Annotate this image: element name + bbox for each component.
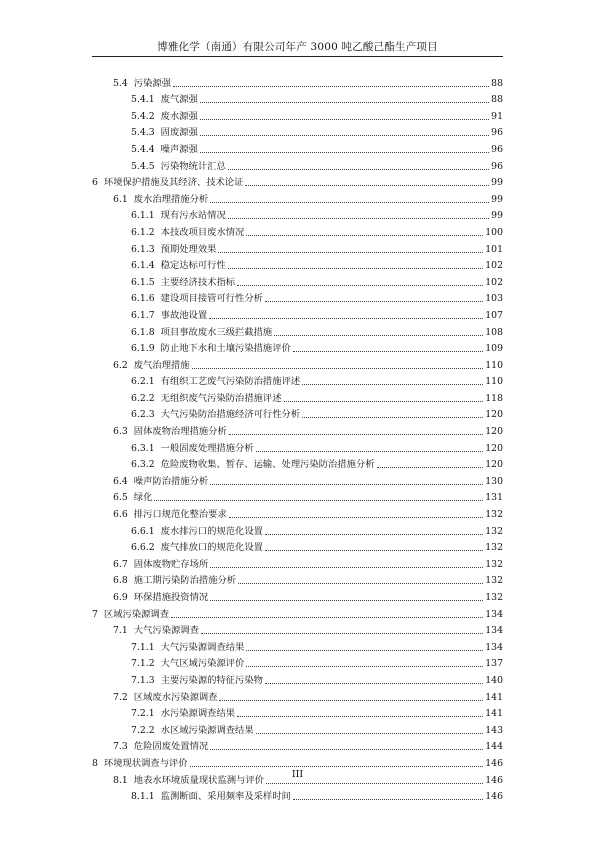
- toc-entry[interactable]: [92, 105, 503, 122]
- toc-entry-title: 项目事故废水三级拦截措施: [160, 326, 273, 338]
- toc-dot-leader: [377, 467, 484, 468]
- toc-entry[interactable]: [92, 437, 503, 454]
- toc-entry-number: 5.4.5: [131, 160, 155, 172]
- toc-dot-leader: [245, 185, 489, 186]
- toc-entry-title: 污染源强: [133, 77, 171, 89]
- toc-entry-page: 120: [485, 409, 503, 421]
- toc-entry-title: 废气排放口的规范化设置: [160, 542, 263, 554]
- toc-dot-leader: [274, 335, 483, 336]
- toc-entry-title: 噪声源强: [160, 143, 198, 155]
- toc-dot-leader: [210, 484, 483, 485]
- toc-entry[interactable]: [92, 338, 503, 355]
- toc-entry-title: 危险废物收集、暂存、运输、处理污染防治措施分析: [160, 459, 375, 471]
- toc-dot-leader: [246, 235, 483, 236]
- toc-entry-number: 6.5: [113, 492, 128, 504]
- toc-entry-title: 废水排污口的规范化设置: [160, 525, 263, 537]
- toc-dot-leader: [154, 500, 483, 501]
- toc-entry-page: 110: [485, 359, 503, 371]
- toc-entry-title: 水污染源调查结果: [160, 708, 236, 720]
- toc-dot-leader: [171, 617, 483, 618]
- toc-entry[interactable]: [92, 487, 503, 504]
- toc-entry[interactable]: [92, 138, 503, 155]
- toc-entry-page: 88: [491, 94, 503, 106]
- toc-entry[interactable]: [92, 537, 503, 554]
- toc-entry-title: 环境保护措施及其经济、技术论证: [103, 177, 244, 189]
- toc-entry-title: 废水治理措施分析: [133, 193, 209, 205]
- toc-entry-title: 噪声防治措施分析: [133, 475, 209, 487]
- toc-entry[interactable]: [92, 520, 503, 537]
- toc-dot-leader: [265, 534, 483, 535]
- toc-dot-leader: [200, 135, 489, 136]
- toc-entry-number: 5.4.4: [131, 143, 155, 155]
- toc-entry[interactable]: [92, 89, 503, 106]
- toc-entry[interactable]: [92, 387, 503, 404]
- toc-entry-page: 131: [485, 492, 503, 504]
- toc-dot-leader: [246, 650, 483, 651]
- toc-dot-leader: [200, 102, 489, 103]
- toc-entry-page: 103: [485, 293, 503, 305]
- toc-entry-number: 6.1.2: [131, 226, 155, 238]
- toc-entry-page: 120: [485, 459, 503, 471]
- toc-entry-page: 141: [485, 691, 503, 703]
- toc-entry-page: 134: [485, 625, 503, 637]
- toc-entry-title: 环境现状调查与评价: [103, 757, 188, 769]
- toc-dot-leader: [237, 716, 483, 717]
- toc-entry[interactable]: [92, 420, 503, 437]
- toc-entry-page: 144: [485, 741, 503, 753]
- toc-entry-title: 本技改项目废水情况: [160, 226, 245, 238]
- header-divider: [92, 56, 503, 57]
- toc-dot-leader: [284, 401, 484, 402]
- toc-entry-title: 监测断面、采用频率及采样时间: [160, 791, 291, 803]
- toc-entry-title: 无组织废气污染防治措施评述: [160, 392, 282, 404]
- toc-dot-leader: [228, 268, 484, 269]
- toc-entry[interactable]: [92, 586, 503, 603]
- toc-entry-title: 大气污染源调查: [133, 625, 199, 637]
- toc-entry[interactable]: [92, 553, 503, 570]
- toc-entry-number: 7.2: [113, 691, 128, 703]
- toc-entry-title: 废水源强: [160, 110, 198, 122]
- toc-entry[interactable]: [92, 188, 503, 205]
- toc-dot-leader: [228, 169, 489, 170]
- toc-entry-page: 102: [485, 260, 503, 272]
- toc-dot-leader: [229, 517, 483, 518]
- toc-dot-leader: [293, 799, 483, 800]
- toc-entry[interactable]: [92, 470, 503, 487]
- toc-entry[interactable]: [92, 703, 503, 720]
- toc-entry[interactable]: [92, 636, 503, 653]
- toc-entry-title: 大气区域污染源评价: [160, 658, 245, 670]
- toc-entry-page: 132: [485, 525, 503, 537]
- toc-entry-number: 6.8: [113, 575, 128, 587]
- toc-dot-leader: [190, 766, 484, 767]
- toc-entry-page: 108: [485, 326, 503, 338]
- toc-entry-number: 8.1: [113, 774, 128, 786]
- toc-entry[interactable]: [92, 653, 503, 670]
- toc-entry[interactable]: [92, 288, 503, 305]
- toc-entry[interactable]: [92, 503, 503, 520]
- toc-dot-leader: [210, 749, 483, 750]
- toc-entry-title: 大气污染防治措施经济可行性分析: [160, 409, 301, 421]
- toc-entry-title: 现有污水站情况: [160, 210, 226, 222]
- toc-entry-title: 污染物统计汇总: [160, 160, 226, 172]
- toc-dot-leader: [293, 351, 483, 352]
- toc-entry-number: 6.4: [113, 475, 128, 487]
- toc-dot-leader: [256, 733, 484, 734]
- toc-entry-title: 危险固废处置情况: [133, 741, 209, 753]
- toc-entry-number: 7.2.1: [131, 708, 155, 720]
- toc-entry-page: 109: [485, 343, 503, 355]
- toc-entry[interactable]: [92, 122, 503, 139]
- toc-entry-title: 事故池设置: [160, 309, 208, 321]
- toc-entry[interactable]: [92, 454, 503, 471]
- toc-dot-leader: [246, 666, 483, 667]
- toc-entry-title: 环保措施投资情况: [133, 592, 209, 603]
- table-of-contents: [92, 72, 503, 802]
- toc-entry[interactable]: [92, 736, 503, 753]
- toc-entry-title: 废气治理措施: [133, 359, 190, 371]
- toc-dot-leader: [228, 218, 489, 219]
- toc-entry[interactable]: [92, 205, 503, 222]
- toc-entry-number: 6.1.3: [131, 243, 155, 255]
- toc-entry[interactable]: [92, 155, 503, 172]
- toc-entry-title: 大气污染源调查结果: [160, 641, 245, 653]
- toc-entry-number: 6.9: [113, 592, 128, 603]
- toc-dot-leader: [256, 451, 484, 452]
- toc-entry[interactable]: [92, 255, 503, 272]
- toc-dot-leader: [200, 152, 489, 153]
- toc-entry-number: 7.2.2: [131, 724, 155, 736]
- toc-entry-title: 固废源强: [160, 127, 198, 139]
- toc-entry-title: 地表水环境质量现状监测与评价: [133, 774, 264, 786]
- toc-dot-leader: [200, 119, 489, 120]
- toc-entry-title: 一般固废处理措施分析: [160, 442, 254, 454]
- toc-entry-page: 96: [491, 127, 503, 139]
- toc-entry-page: 96: [491, 160, 503, 172]
- toc-dot-leader: [238, 583, 483, 584]
- toc-dot-leader: [266, 783, 483, 784]
- toc-entry-page: 143: [485, 724, 503, 736]
- toc-entry-number: 8.1.1: [131, 791, 155, 803]
- toc-entry-page: 110: [485, 376, 503, 388]
- toc-entry-page: 99: [491, 210, 503, 222]
- toc-entry-page: 118: [485, 392, 503, 404]
- toc-entry-title: 排污口规范化整治要求: [133, 509, 227, 521]
- toc-entry-title: 防止地下水和土壤污染措施评价: [160, 343, 291, 355]
- toc-entry-number: 6.1.8: [131, 326, 155, 338]
- toc-entry-page: 102: [485, 276, 503, 288]
- toc-entry-number: 6.3.2: [131, 459, 155, 471]
- toc-entry-page: 91: [491, 110, 503, 122]
- toc-entry[interactable]: [92, 786, 503, 803]
- toc-dot-leader: [218, 252, 483, 253]
- toc-entry-number: 6.2.3: [131, 409, 155, 421]
- toc-entry-title: 固体废物贮存场所: [133, 558, 209, 570]
- toc-entry-number: 7.1: [113, 625, 128, 637]
- toc-entry-number: 6.1.6: [131, 293, 155, 305]
- toc-entry[interactable]: [92, 172, 503, 189]
- toc-entry-page: 146: [485, 791, 503, 803]
- running-header: 博雅化学（南通）有限公司年产 3000 吨乙酸己酯生产项目: [157, 41, 438, 53]
- toc-entry-number: 7.1.3: [131, 674, 155, 686]
- toc-entry-number: 7.3: [113, 741, 128, 753]
- toc-entry-page: 107: [485, 309, 503, 321]
- toc-dot-leader: [210, 567, 483, 568]
- toc-entry[interactable]: [92, 570, 503, 587]
- toc-entry-title: 区域污染源调查: [103, 608, 170, 620]
- toc-dot-leader: [201, 633, 483, 634]
- toc-entry-title: 有组织工艺废气污染防治措施评述: [160, 376, 301, 388]
- toc-entry-page: 140: [485, 674, 503, 686]
- toc-entry[interactable]: [92, 686, 503, 703]
- toc-entry-number: 5.4: [113, 77, 128, 89]
- toc-entry-page: 99: [491, 177, 503, 189]
- toc-entry-number: 6.3.1: [131, 442, 155, 454]
- toc-entry-title: 主要经济技术指标: [160, 276, 236, 288]
- toc-dot-leader: [219, 700, 483, 701]
- toc-entry-page: 130: [485, 475, 503, 487]
- toc-dot-leader: [237, 285, 483, 286]
- toc-entry-title: 建设项目接管可行性分析: [160, 293, 263, 305]
- toc-entry-page: 132: [485, 509, 503, 521]
- toc-entry-title: 施工期污染防治措施分析: [133, 575, 237, 587]
- toc-entry-title: 固体废物治理措施分析: [133, 426, 227, 438]
- toc-entry[interactable]: [92, 371, 503, 388]
- toc-entry[interactable]: [92, 221, 503, 238]
- toc-entry-title: 主要污染源的特征污染物: [160, 674, 263, 686]
- toc-entry-number: 6.6.2: [131, 542, 155, 554]
- toc-entry-page: 134: [485, 608, 503, 620]
- toc-entry-number: 5.4.3: [131, 127, 155, 139]
- toc-entry[interactable]: [92, 752, 503, 769]
- toc-entry-page: 146: [485, 757, 503, 769]
- toc-entry[interactable]: [92, 620, 503, 637]
- toc-entry-page: 99: [491, 193, 503, 205]
- toc-dot-leader: [209, 318, 483, 319]
- toc-entry[interactable]: [92, 719, 503, 736]
- toc-entry-title: 绿化: [133, 492, 153, 504]
- toc-entry-page: 132: [485, 558, 503, 570]
- toc-entry-number: 7: [92, 608, 98, 620]
- toc-dot-leader: [302, 417, 483, 418]
- toc-entry-number: 6.1.9: [131, 343, 155, 355]
- page-number: III: [291, 769, 304, 780]
- toc-entry-number: 6.1.7: [131, 309, 155, 321]
- toc-entry[interactable]: [92, 321, 503, 338]
- toc-entry-page: 120: [485, 426, 503, 438]
- toc-entry-page: 132: [485, 592, 503, 603]
- toc-entry[interactable]: [92, 603, 503, 620]
- toc-entry[interactable]: [92, 354, 503, 371]
- toc-entry-page: 120: [485, 442, 503, 454]
- toc-entry-title: 稳定达标可行性: [160, 260, 226, 272]
- toc-entry-page: 137: [485, 658, 503, 670]
- toc-entry-number: 6.1: [113, 193, 128, 205]
- toc-dot-leader: [192, 368, 484, 369]
- toc-entry-number: 7.1.1: [131, 641, 155, 653]
- toc-entry-page: 132: [485, 542, 503, 554]
- toc-dot-leader: [265, 550, 483, 551]
- toc-entry-number: 6: [92, 177, 98, 189]
- toc-entry-page: 88: [491, 77, 503, 89]
- toc-entry[interactable]: [92, 669, 503, 686]
- toc-dot-leader: [229, 434, 483, 435]
- toc-entry-number: 6.7: [113, 558, 128, 570]
- toc-entry-number: 7.1.2: [131, 658, 155, 670]
- toc-entry-title: 废气源强: [160, 94, 198, 106]
- toc-entry[interactable]: [92, 72, 503, 89]
- toc-entry-number: 6.2: [113, 359, 128, 371]
- toc-entry-number: 5.4.1: [131, 94, 155, 106]
- toc-dot-leader: [302, 384, 483, 385]
- toc-entry-title: 预期处理效果: [160, 243, 217, 255]
- toc-entry-number: 6.1.5: [131, 276, 155, 288]
- toc-entry-number: 6.1.4: [131, 260, 155, 272]
- toc-entry-page: 146: [485, 774, 503, 786]
- toc-entry-page: 100: [485, 226, 503, 238]
- toc-entry[interactable]: [92, 304, 503, 321]
- toc-entry-number: 6.1.1: [131, 210, 155, 222]
- toc-entry[interactable]: [92, 238, 503, 255]
- toc-entry-number: 6.6: [113, 509, 128, 521]
- toc-entry-title: 区域废水污染源调查: [133, 691, 218, 703]
- toc-entry-number: 6.3: [113, 426, 128, 438]
- toc-entry-page: 141: [485, 708, 503, 720]
- toc-dot-leader: [210, 202, 489, 203]
- toc-dot-leader: [265, 683, 483, 684]
- toc-entry-number: 6.2.1: [131, 376, 155, 388]
- toc-entry-page: 96: [491, 143, 503, 155]
- toc-dot-leader: [210, 600, 483, 601]
- toc-entry-number: 8: [92, 757, 98, 769]
- toc-entry[interactable]: [92, 271, 503, 288]
- toc-entry-page: 134: [485, 641, 503, 653]
- toc-entry-number: 6.2.2: [131, 392, 155, 404]
- toc-dot-leader: [265, 301, 483, 302]
- toc-dot-leader: [173, 86, 489, 87]
- toc-entry-page: 101: [485, 243, 503, 255]
- toc-entry-number: 6.6.1: [131, 525, 155, 537]
- toc-entry-title: 水区域污染源调查结果: [160, 724, 254, 736]
- toc-entry-number: 5.4.2: [131, 110, 155, 122]
- toc-entry-page: 132: [485, 575, 503, 587]
- toc-entry[interactable]: [92, 404, 503, 421]
